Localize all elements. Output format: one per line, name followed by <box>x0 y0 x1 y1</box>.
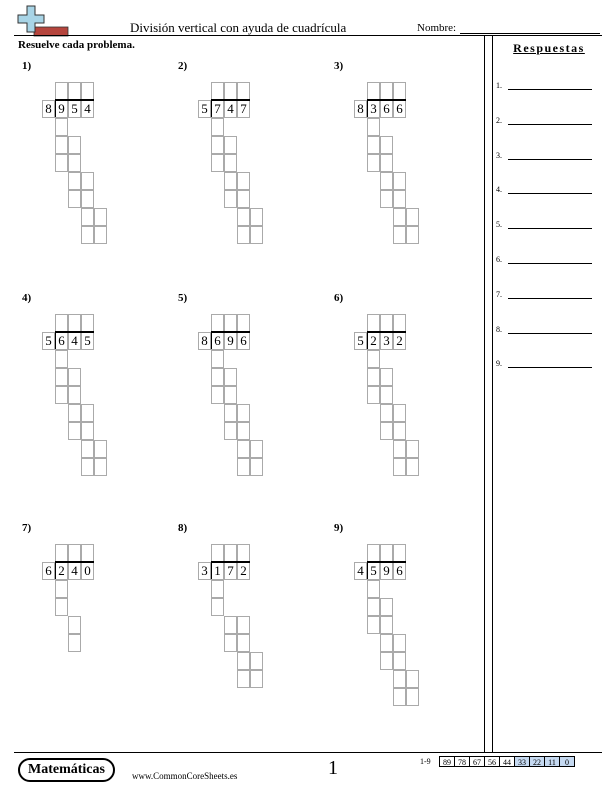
division-problem <box>334 292 434 496</box>
header-divider <box>14 35 602 36</box>
work-cell[interactable] <box>237 404 250 422</box>
score-cell: 11 <box>544 756 560 767</box>
work-cell[interactable] <box>380 652 393 670</box>
dividend-digit: 5 <box>370 563 377 578</box>
work-cell[interactable] <box>250 440 263 458</box>
work-cell[interactable] <box>68 154 81 172</box>
work-cell[interactable] <box>224 190 237 208</box>
dividend-digit: 3 <box>383 333 390 348</box>
score-cell: 44 <box>499 756 515 767</box>
work-cell[interactable] <box>55 136 68 154</box>
work-cell[interactable] <box>211 154 224 172</box>
work-cell[interactable] <box>406 458 419 476</box>
answer-number: 7. <box>496 289 502 299</box>
work-cell[interactable] <box>380 190 393 208</box>
work-cell[interactable] <box>367 386 380 404</box>
work-cell[interactable] <box>250 208 263 226</box>
problem-number: 4) <box>22 292 32 304</box>
answer-number: 1. <box>496 81 502 90</box>
work-cell[interactable] <box>380 136 393 154</box>
answers-title: Respuestas <box>513 41 585 55</box>
divisor-digit: 4 <box>357 563 364 578</box>
division-bracket <box>367 331 368 349</box>
work-cell[interactable] <box>94 208 107 226</box>
dividend-digit: 6 <box>240 333 247 348</box>
work-cell[interactable] <box>367 616 380 634</box>
answer-column-divider <box>484 35 493 752</box>
quotient-cell[interactable] <box>393 82 406 100</box>
division-bracket <box>367 561 368 579</box>
answer-blank[interactable] <box>508 89 592 90</box>
work-cell[interactable] <box>250 226 263 244</box>
work-cell[interactable] <box>367 580 380 598</box>
work-cell[interactable] <box>380 598 393 616</box>
answer-number: 2. <box>496 115 502 125</box>
work-cell[interactable] <box>237 226 250 244</box>
work-cell[interactable] <box>94 226 107 244</box>
work-cell[interactable] <box>406 440 419 458</box>
work-cell[interactable] <box>68 172 81 190</box>
quotient-cell[interactable] <box>393 314 406 332</box>
work-cell[interactable] <box>406 208 419 226</box>
work-cell[interactable] <box>367 368 380 386</box>
work-cell[interactable] <box>81 440 94 458</box>
instructions: Resuelve cada problema. <box>18 39 135 51</box>
answer-number: 5. <box>496 220 502 230</box>
dividend-digit: 7 <box>227 563 234 578</box>
divisor-digit: 6 <box>45 563 52 578</box>
work-cell[interactable] <box>237 652 250 670</box>
work-cell[interactable] <box>211 350 224 368</box>
work-cell[interactable] <box>55 368 68 386</box>
division-bracket <box>55 99 56 117</box>
dividend-digit: 4 <box>71 333 78 348</box>
work-cell[interactable] <box>406 670 419 688</box>
dividend-digit: 9 <box>383 563 390 578</box>
division-problem <box>178 522 278 726</box>
work-cell[interactable] <box>81 422 94 440</box>
dividend-digit: 4 <box>84 101 91 116</box>
work-cell[interactable] <box>237 422 250 440</box>
work-cell[interactable] <box>393 634 406 652</box>
quotient-cell[interactable] <box>393 544 406 562</box>
work-cell[interactable] <box>224 616 237 634</box>
work-cell[interactable] <box>211 118 224 136</box>
answer-row <box>496 252 596 266</box>
work-cell[interactable] <box>68 634 81 652</box>
problem-number: 8) <box>178 522 188 534</box>
dividend-digit: 3 <box>370 101 377 116</box>
work-cell[interactable] <box>68 422 81 440</box>
division-bar <box>55 561 94 563</box>
division-bracket <box>211 561 212 579</box>
work-cell[interactable] <box>250 652 263 670</box>
division-bar <box>211 99 250 101</box>
dividend-digit: 5 <box>71 101 78 116</box>
work-cell[interactable] <box>55 154 68 172</box>
dividend-digit: 2 <box>370 333 377 348</box>
work-cell[interactable] <box>380 404 393 422</box>
work-cell[interactable] <box>393 440 406 458</box>
answer-row <box>496 356 596 370</box>
work-cell[interactable] <box>380 422 393 440</box>
work-cell[interactable] <box>393 172 406 190</box>
score-cell: 78 <box>454 756 470 767</box>
work-cell[interactable] <box>237 634 250 652</box>
score-range-label: 1-9 <box>420 757 431 766</box>
quotient-cell[interactable] <box>211 314 224 332</box>
work-cell[interactable] <box>81 458 94 476</box>
quotient-cell[interactable] <box>224 314 237 332</box>
dividend-digit: 6 <box>214 333 221 348</box>
work-cell[interactable] <box>237 458 250 476</box>
dividend-digit: 9 <box>227 333 234 348</box>
answer-blank[interactable] <box>508 263 592 264</box>
division-bracket <box>211 331 212 349</box>
answer-number: 4. <box>496 185 502 195</box>
answer-number: 9. <box>496 359 502 369</box>
dividend-digit: 2 <box>396 333 403 348</box>
plus-logo-icon <box>16 5 70 37</box>
quotient-cell[interactable] <box>211 544 224 562</box>
work-cell[interactable] <box>94 458 107 476</box>
quotient-cell[interactable] <box>237 82 250 100</box>
quotient-cell[interactable] <box>367 82 380 100</box>
work-cell[interactable] <box>367 350 380 368</box>
work-cell[interactable] <box>211 368 224 386</box>
divisor-digit: 5 <box>357 333 364 348</box>
division-bar <box>367 561 406 563</box>
work-cell[interactable] <box>55 350 68 368</box>
work-cell[interactable] <box>393 652 406 670</box>
work-cell[interactable] <box>224 368 237 386</box>
score-cell: 0 <box>559 756 575 767</box>
dividend-digit: 2 <box>240 563 247 578</box>
division-bar <box>211 331 250 333</box>
work-cell[interactable] <box>406 226 419 244</box>
work-cell[interactable] <box>367 136 380 154</box>
answer-blank[interactable] <box>508 228 592 229</box>
answer-row <box>496 148 596 162</box>
quotient-cell[interactable] <box>68 82 81 100</box>
work-cell[interactable] <box>68 368 81 386</box>
answer-row <box>496 322 596 336</box>
work-cell[interactable] <box>81 208 94 226</box>
quotient-cell[interactable] <box>55 544 68 562</box>
work-cell[interactable] <box>55 580 68 598</box>
division-bar <box>367 331 406 333</box>
answer-row <box>496 113 596 127</box>
work-cell[interactable] <box>237 440 250 458</box>
answer-number: 3. <box>496 150 502 160</box>
dividend-digit: 7 <box>214 101 221 116</box>
answer-blank[interactable] <box>508 124 592 125</box>
problem-number: 2) <box>178 60 188 72</box>
score-table <box>440 756 575 767</box>
division-bar <box>367 99 406 101</box>
work-cell[interactable] <box>224 634 237 652</box>
problem-number: 5) <box>178 292 188 304</box>
work-cell[interactable] <box>237 670 250 688</box>
brand-badge: Matemáticas <box>18 758 115 782</box>
work-cell[interactable] <box>55 598 68 616</box>
dividend-digit: 4 <box>227 101 234 116</box>
answer-row <box>496 217 596 231</box>
quotient-cell[interactable] <box>81 544 94 562</box>
work-cell[interactable] <box>393 422 406 440</box>
work-cell[interactable] <box>81 404 94 422</box>
dividend-digit: 4 <box>71 563 78 578</box>
division-problem <box>22 522 122 726</box>
work-cell[interactable] <box>380 368 393 386</box>
answer-blank[interactable] <box>508 193 592 194</box>
work-cell[interactable] <box>393 190 406 208</box>
work-cell[interactable] <box>68 190 81 208</box>
division-problem <box>334 60 434 264</box>
answer-blank[interactable] <box>508 367 592 368</box>
quotient-cell[interactable] <box>55 82 68 100</box>
dividend-digit: 6 <box>383 101 390 116</box>
dividend-digit: 6 <box>58 333 65 348</box>
dividend-digit: 6 <box>396 101 403 116</box>
work-cell[interactable] <box>224 172 237 190</box>
divisor-digit: 5 <box>45 333 52 348</box>
work-cell[interactable] <box>68 136 81 154</box>
divisor-digit: 8 <box>201 333 208 348</box>
work-cell[interactable] <box>224 136 237 154</box>
work-cell[interactable] <box>237 208 250 226</box>
divisor-digit: 8 <box>45 101 52 116</box>
quotient-cell[interactable] <box>55 314 68 332</box>
work-cell[interactable] <box>55 118 68 136</box>
work-cell[interactable] <box>94 440 107 458</box>
work-cell[interactable] <box>250 458 263 476</box>
page-number: 1 <box>328 757 338 779</box>
work-cell[interactable] <box>224 386 237 404</box>
website-link[interactable]: www.CommonCoreSheets.es <box>132 771 238 781</box>
work-cell[interactable] <box>81 190 94 208</box>
quotient-cell[interactable] <box>237 544 250 562</box>
quotient-cell[interactable] <box>380 544 393 562</box>
work-cell[interactable] <box>224 404 237 422</box>
name-label: Nombre: <box>417 22 457 34</box>
work-cell[interactable] <box>380 634 393 652</box>
work-cell[interactable] <box>380 172 393 190</box>
work-cell[interactable] <box>393 404 406 422</box>
work-cell[interactable] <box>224 154 237 172</box>
work-cell[interactable] <box>68 616 81 634</box>
work-cell[interactable] <box>224 422 237 440</box>
work-cell[interactable] <box>68 386 81 404</box>
dividend-digit: 6 <box>396 563 403 578</box>
work-cell[interactable] <box>393 208 406 226</box>
division-problem <box>22 60 122 264</box>
answer-blank[interactable] <box>508 298 592 299</box>
division-bracket <box>55 561 56 579</box>
work-cell[interactable] <box>380 154 393 172</box>
division-problem <box>178 60 278 264</box>
division-bar <box>211 561 250 563</box>
answer-row <box>496 182 596 196</box>
divisor-digit: 8 <box>357 101 364 116</box>
score-cell: 67 <box>469 756 485 767</box>
answer-blank[interactable] <box>508 159 592 160</box>
work-cell[interactable] <box>380 616 393 634</box>
work-cell[interactable] <box>211 386 224 404</box>
work-cell[interactable] <box>393 688 406 706</box>
dividend-digit: 5 <box>84 333 91 348</box>
dividend-digit: 0 <box>84 563 91 578</box>
work-cell[interactable] <box>237 616 250 634</box>
answer-number: 8. <box>496 324 502 334</box>
divisor-digit: 3 <box>201 563 208 578</box>
answer-number: 6. <box>496 255 502 264</box>
quotient-cell[interactable] <box>81 314 94 332</box>
division-problem <box>178 292 278 496</box>
work-cell[interactable] <box>393 226 406 244</box>
work-cell[interactable] <box>68 404 81 422</box>
quotient-cell[interactable] <box>211 82 224 100</box>
work-cell[interactable] <box>211 580 224 598</box>
score-cell: 89 <box>439 756 455 767</box>
score-cell: 22 <box>529 756 545 767</box>
problem-number: 1) <box>22 60 32 72</box>
quotient-cell[interactable] <box>68 314 81 332</box>
problem-number: 9) <box>334 522 344 534</box>
quotient-cell[interactable] <box>81 82 94 100</box>
work-cell[interactable] <box>393 458 406 476</box>
answer-blank[interactable] <box>508 333 592 334</box>
division-bracket <box>367 99 368 117</box>
division-bar <box>55 331 94 333</box>
work-cell[interactable] <box>81 172 94 190</box>
problem-number: 3) <box>334 60 344 72</box>
work-cell[interactable] <box>237 190 250 208</box>
work-cell[interactable] <box>367 598 380 616</box>
answer-row <box>496 78 596 92</box>
quotient-cell[interactable] <box>380 82 393 100</box>
divisor-digit: 5 <box>201 101 208 116</box>
work-cell[interactable] <box>380 386 393 404</box>
page-title: División vertical con ayuda de cuadrícula <box>130 20 347 35</box>
problem-number: 6) <box>334 292 344 304</box>
score-cell: 33 <box>514 756 530 767</box>
footer-divider <box>14 752 602 753</box>
work-cell[interactable] <box>393 670 406 688</box>
work-cell[interactable] <box>367 118 380 136</box>
work-cell[interactable] <box>211 136 224 154</box>
name-field[interactable] <box>460 33 600 34</box>
work-cell[interactable] <box>55 386 68 404</box>
quotient-cell[interactable] <box>68 544 81 562</box>
work-cell[interactable] <box>250 670 263 688</box>
work-cell[interactable] <box>367 154 380 172</box>
work-cell[interactable] <box>81 226 94 244</box>
problem-number: 7) <box>22 522 32 534</box>
division-problem <box>22 292 122 496</box>
work-cell[interactable] <box>406 688 419 706</box>
dividend-digit: 7 <box>240 101 247 116</box>
answer-row <box>496 287 596 301</box>
quotient-cell[interactable] <box>237 314 250 332</box>
division-bracket <box>211 99 212 117</box>
work-cell[interactable] <box>211 598 224 616</box>
quotient-cell[interactable] <box>367 544 380 562</box>
division-bracket <box>55 331 56 349</box>
quotient-cell[interactable] <box>367 314 380 332</box>
division-problem <box>334 522 434 726</box>
dividend-digit: 9 <box>58 101 65 116</box>
dividend-digit: 2 <box>58 563 65 578</box>
score-cell: 56 <box>484 756 500 767</box>
dividend-digit: 1 <box>214 563 221 578</box>
quotient-cell[interactable] <box>224 82 237 100</box>
work-cell[interactable] <box>237 172 250 190</box>
quotient-cell[interactable] <box>380 314 393 332</box>
division-bar <box>55 99 94 101</box>
quotient-cell[interactable] <box>224 544 237 562</box>
